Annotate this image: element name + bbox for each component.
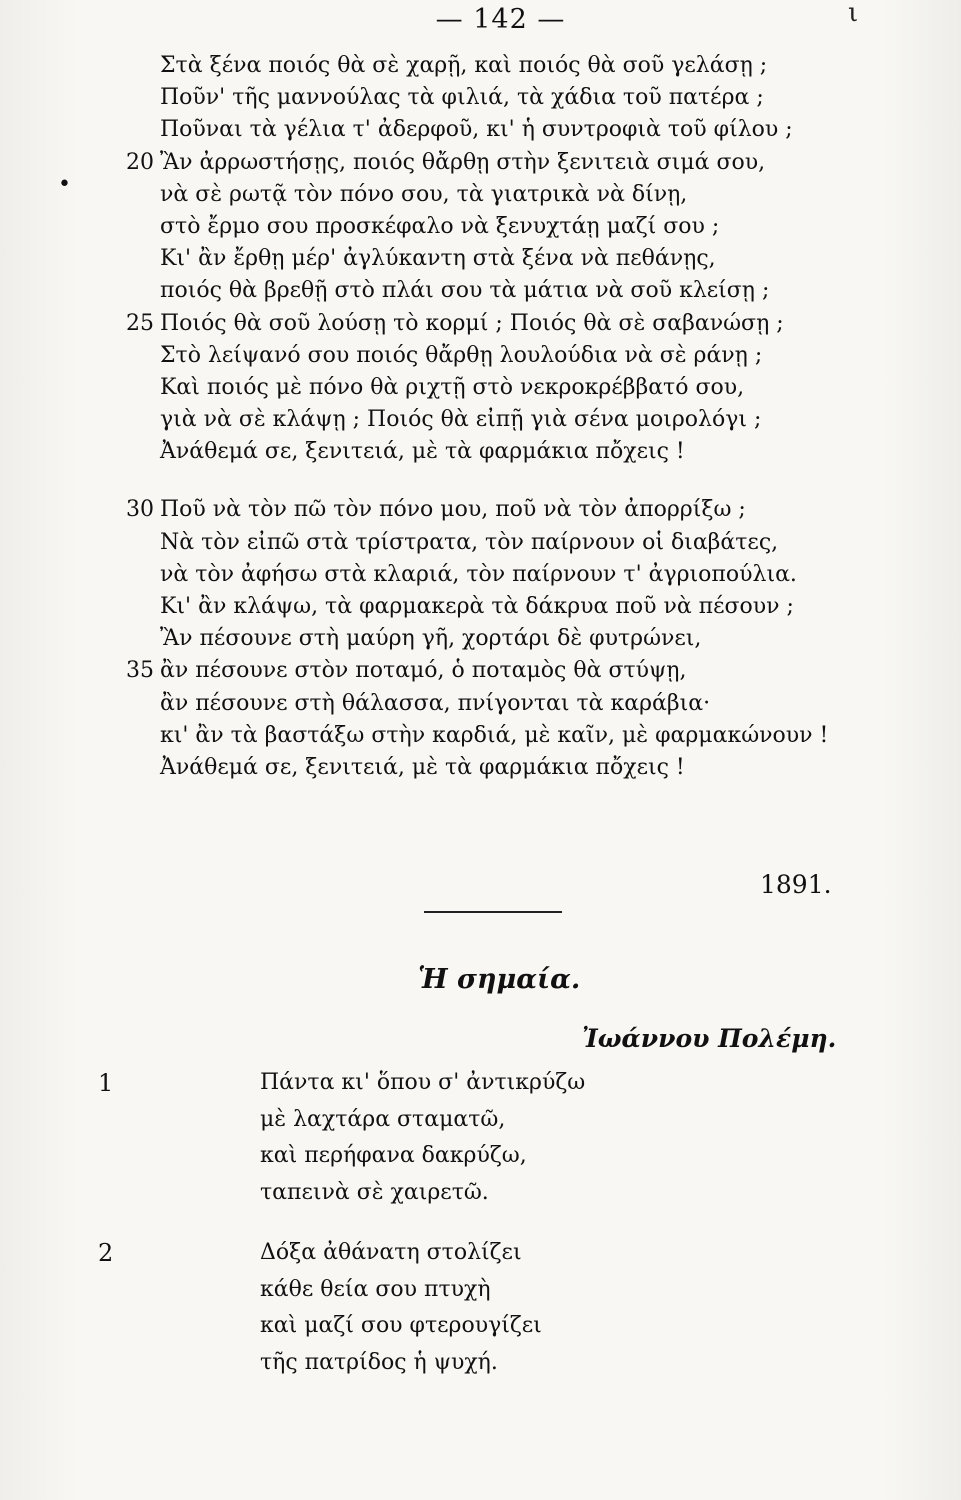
verse-line — [0, 82, 961, 114]
section-divider — [424, 911, 562, 913]
verse-line: Πάντα κι' ὅπου σ' ἀντικρύζω — [260, 1070, 586, 1095]
verse-line — [0, 372, 961, 404]
verse-line: τῆς πατρίδος ἡ ψυχή. — [260, 1349, 498, 1375]
verse-text: Ἂν ἀρρωστήσῃς, ποιός θἄρθῃ στὴν ξενιτειὰ σιμά σου, — [160, 149, 766, 175]
verse-text: ποιός θὰ βρεθῇ στὸ πλάι σου τὰ μάτια νὰ σοῦ κλείσῃ ; — [160, 278, 770, 304]
verse-line: κάθε θεία σου πτυχὴ — [260, 1276, 491, 1302]
verse-text: Ποῦναι τὰ γέλια τ' ἀδερφοῦ, κι' ἡ συντροφιὰ τοῦ φίλου ; — [160, 117, 793, 143]
margin-dot: • — [58, 172, 71, 197]
verse-line: ταπεινὰ σὲ χαιρετῶ. — [260, 1179, 489, 1205]
verse-line — [0, 591, 961, 623]
poem-author: Ἰωάννου Πολέμη. — [582, 1024, 837, 1053]
verse-line — [0, 623, 961, 655]
line-number: 20 — [126, 149, 154, 175]
line-number: 25 — [126, 310, 154, 336]
verse-line — [0, 340, 961, 372]
stanza-gap — [0, 468, 961, 494]
verse-text: νὰ τὸν ἀφήσω στὰ κλαριά, τὸν παίρνουν τ' ἀγριοπούλια. — [160, 561, 797, 587]
verse-text: Καὶ ποιός μὲ πόνο θὰ ριχτῇ στὸ νεκροκρέββατό σου, — [160, 374, 745, 400]
verse-text: Κι' ἂν ἔρθῃ μέρ' ἀγλύκαντη στὰ ξένα νὰ πεθάνῃς, — [160, 246, 716, 272]
verse-text: στὸ ἔρμο σου προσκέφαλο νὰ ξενυχτάῃ μαζί σου ; — [160, 213, 720, 239]
verse-line — [0, 308, 961, 340]
verse-line — [0, 179, 961, 211]
verse-text: κι' ἂν τὰ βαστάξω στὴν καρδιά, μὲ καῖν, μὲ φαρμακώνουν ! — [160, 722, 829, 748]
poem-xeniteia — [0, 50, 961, 784]
verse-line — [0, 688, 961, 720]
verse-text: Ποῦν' τῆς μαννούλας τὰ φιλιά, τὰ χάδια τοῦ πατέρα ; — [160, 85, 764, 111]
verse-text: Κι' ἂν κλάψω, τὰ φαρμακερὰ τὰ δάκρυα ποῦ νὰ πέσουν ; — [160, 594, 794, 619]
verse-text: νὰ σὲ ρωτᾷ τὸν πόνο σου, τὰ γιατρικὰ νὰ δίνῃ, — [160, 181, 688, 207]
verse-line — [0, 655, 961, 687]
verse-text: Νὰ τὸν εἰπῶ στὰ τρίστρατα, τὸν παίρνουν οἱ διαβάτες, — [160, 529, 779, 555]
stanza-number: 1 — [98, 1069, 114, 1097]
verse-line — [0, 527, 961, 559]
line-number: 35 — [126, 658, 154, 684]
verse-text: Στὰ ξένα ποιός θὰ σὲ χαρῇ, καὶ ποιός θὰ σοῦ γελάσῃ ; — [160, 53, 768, 78]
verse-line: καὶ περήφανα δακρύζω, — [260, 1143, 527, 1168]
verse-line — [0, 494, 961, 526]
verse-line: καὶ μαζί σου φτερουγίζει — [260, 1313, 542, 1338]
verse-line — [0, 147, 961, 179]
verse-line — [0, 720, 961, 752]
poem-title: Ἡ σημαία. — [418, 964, 581, 995]
verse-text: Ποῦ νὰ τὸν πῶ τὸν πόνο μου, ποῦ νὰ τὸν ἀπορρίξω ; — [160, 497, 746, 523]
verse-text: Ἀνάθεμά σε, ξενιτειά, μὲ τὰ φαρμάκια πὄχεις ! — [160, 439, 685, 465]
poem-year: 1891. — [760, 870, 832, 899]
verse-line — [0, 243, 961, 275]
verse-text: Στὸ λείψανό σου ποιός θἄρθῃ λουλούδια νὰ σὲ ράνῃ ; — [160, 342, 763, 368]
verse-line — [0, 436, 961, 468]
verse-text: ἂν πέσουνε στὴ θάλασσα, πνίγονται τὰ καράβια· — [160, 690, 711, 716]
verse-text: γιὰ νὰ σὲ κλάψῃ ; Ποιός θὰ εἰπῇ γιὰ σένα μοιρολόγι ; — [160, 407, 762, 433]
verse-line — [0, 114, 961, 146]
corner-mark: ι — [848, 0, 859, 28]
verse-line — [0, 50, 961, 82]
verse-line — [0, 275, 961, 307]
verse-line — [0, 752, 961, 784]
verse-text: ἂν πέσουνε στὸν ποταμό, ὁ ποταμὸς θὰ στύψῃ, — [160, 658, 687, 684]
stanza-number: 2 — [98, 1239, 114, 1267]
line-number: 30 — [126, 497, 154, 523]
verse-text: Ἀνάθεμά σε, ξενιτειά, μὲ τὰ φαρμάκια πὄχεις ! — [160, 754, 685, 780]
verse-line — [0, 404, 961, 436]
page-number: — 142 — — [435, 4, 566, 35]
verse-text: Ἂν πέσουνε στὴ μαύρη γῆ, χορτάρι δὲ φυτρώνει, — [160, 626, 702, 652]
verse-text: Ποιός θὰ σοῦ λούσῃ τὸ κορμί ; Ποιός θὰ σὲ σαβανώσῃ ; — [160, 310, 784, 336]
verse-line — [0, 559, 961, 591]
verse-line: Δόξα ἀθάνατη στολίζει — [260, 1240, 522, 1265]
verse-line — [0, 211, 961, 243]
verse-line: μὲ λαχτάρα σταματῶ, — [260, 1106, 506, 1132]
